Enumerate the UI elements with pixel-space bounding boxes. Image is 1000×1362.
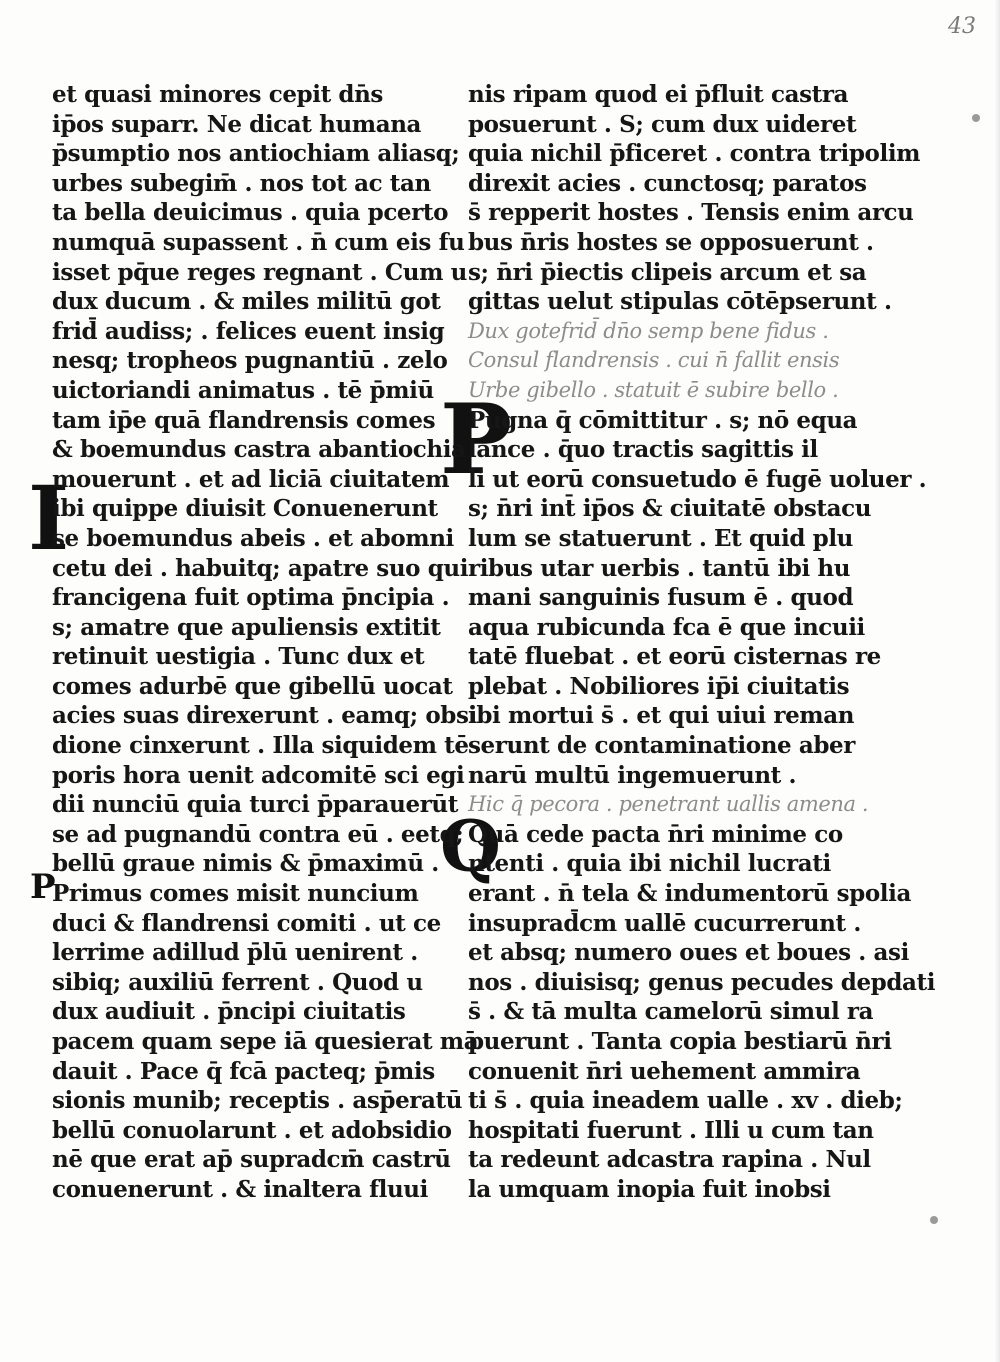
text-line: ibi mortui s̄ . et qui uiui reman (468, 702, 855, 730)
text-line: ip̄os suparr. Ne dicat humana (52, 110, 422, 138)
text-line: bus n̄ris hostes se opposuerunt . (468, 228, 874, 256)
text-line: frid̄ audiss; . felices euent insig (52, 317, 445, 345)
text-line: ta redeunt adcastra rapina . Nul (468, 1146, 871, 1174)
text-line: & boemundus castra abantiochia (52, 436, 466, 464)
text-line: ntenti . quia ibi nichil lucrati (468, 850, 831, 878)
text-line: se ad pugnandū contra eū . eetq; (52, 820, 464, 848)
text-line: lum se statuerunt . Et quid plu (468, 524, 853, 552)
text-line: mouerunt . et ad liciā ciuitatem (52, 465, 450, 493)
text-line: ribus utar uerbis . tantū ibi hu (468, 554, 851, 582)
text-line: gittas uelut stipulas cōtēpserunt . (468, 288, 892, 316)
text-line: dii nunciū quia turci p̄parauerūt (52, 791, 458, 819)
left-text-column (52, 80, 479, 1205)
text-line: comes adurbē que gibellū uocat (52, 672, 453, 700)
text-line: s; n̄ri p̄iectis clipeis arcum et sa (468, 258, 867, 286)
text-line: aqua rubicunda fca ē que incuii (468, 613, 865, 641)
right-text-column (468, 80, 936, 1205)
text-line: la umquam inopia fuit inobsi (468, 1175, 831, 1203)
text-line: Urbe gibello . statuit ē subire bello . (468, 377, 839, 402)
text-line: mani sanguinis fusum ē . quod (468, 584, 854, 612)
text-line: nis ripam quod ei p̄fluit castra (468, 81, 849, 108)
text-line: poris hora uenit adcomitē sci egi (52, 761, 465, 789)
text-line: li ut eorū consuetudo ē fugē uoluer . (468, 465, 927, 493)
text-line: lance . q̄uo tractis sagittis il (468, 436, 818, 464)
text-line: Hic q̄ pecora . penetrant uallis amena . (468, 792, 869, 817)
text-line: hospitati fuerunt . Illi u cum tan (468, 1116, 874, 1144)
text-line: Primus comes misit nuncium (52, 880, 419, 908)
page-edge (994, 0, 1000, 1362)
text-line: conuenerunt . & inaltera fluui (52, 1175, 428, 1203)
text-line: bellū graue nimis & p̄maximū . (52, 850, 439, 878)
decorated-initial-i: I (28, 466, 70, 570)
text-line: s̄ . & tā multa camelorū simul ra (468, 998, 874, 1026)
text-line: pacem quam sepe iā quesierat mā (52, 1028, 479, 1055)
text-line: se boemundus abeis . et abomni (52, 524, 454, 552)
text-line: ibi quippe diuisit Conuenerunt (52, 495, 438, 523)
text-line: urbes subegim̄ . nos tot ac tan (52, 169, 431, 197)
text-line: s̄ repperit hostes . Tensis enim arcu (468, 199, 914, 227)
text-line: conuenit n̄ri uehement ammira (468, 1057, 861, 1085)
text-line: s; amatre que apuliensis extitit (52, 613, 441, 641)
text-line: dux ducum . & miles militū got (52, 288, 441, 316)
text-line: s; n̄ri int̄ ip̄os & ciuitatē obstacu (468, 495, 872, 523)
text-line: tatē fluebat . et eorū cisternas re (468, 643, 881, 671)
text-line: uictoriandi animatus . tē p̄miū (52, 376, 434, 404)
text-line: sionis munib; receptis . asp̄eratū (52, 1087, 463, 1115)
text-line: quia nichil p̄ficeret . contra tripolim (468, 140, 921, 168)
text-line: puerunt . Tanta copia bestiarū n̄ri (468, 1028, 892, 1055)
text-line: plebat . Nobiliores ip̄i ciuitatis (468, 672, 850, 700)
text-line: Pugna q̄ cōmittitur . s; nō equa (468, 406, 858, 434)
text-line: dione cinxerunt . Illa siquidem tē (52, 732, 469, 760)
text-line: acies suas direxerunt . eamq; obsi (52, 702, 477, 730)
text-line: tam ip̄e quā flandrensis comes (52, 406, 436, 434)
decorated-initial-p-right: P (440, 383, 513, 496)
text-line: bellū conuolarunt . et adobsidio (52, 1116, 452, 1144)
text-line: dauit . Pace q̄ fcā pacteq; p̄mis (52, 1057, 435, 1085)
text-line: narū multū ingemuerunt . (468, 761, 797, 789)
text-line: numquā supassent . n̄ cum eis fu (52, 228, 465, 256)
text-line: sibiq; auxiliū ferrent . Quod u (52, 968, 423, 996)
text-line: Consul flandrensis . cui n̄ fallit ensis (468, 348, 840, 373)
text-line: nos . diuisisq; genus pecudes depdati (468, 968, 936, 996)
decorated-initial-p-left: P (30, 867, 56, 907)
margin-mark (972, 114, 980, 122)
margin-mark (930, 1216, 938, 1224)
text-line: direxit acies . cunctosq; paratos (468, 169, 867, 197)
text-line: duci & flandrensi comiti . ut ce (52, 909, 441, 937)
text-line: erant . n̄ tela & indumentorū spolia (468, 880, 911, 908)
text-line: posuerunt . S; cum dux uideret (468, 110, 857, 138)
text-line: lerrime adillud p̄lū uenirent . (52, 939, 418, 967)
text-line: Dux gotefrid̄ dn̄o semp bene fidus . (468, 318, 829, 343)
text-line: nē que erat ap̄ supradcm̄ castrū (52, 1146, 451, 1174)
text-line: et quasi minores cepit dn̄s (52, 81, 383, 108)
text-line: ti s̄ . quia ineadem ualle . xv . dieb; (468, 1087, 903, 1115)
text-line: dux audiuit . p̄ncipi ciuitatis (52, 998, 406, 1026)
text-line: p̄sumptio nos antiochiam aliasq; (52, 140, 460, 168)
folio-number: 43 (948, 14, 976, 39)
text-line: cetu dei . habuitq; apatre suo qui (52, 554, 469, 582)
text-line: Quā cede pacta n̄ri minime co (468, 820, 843, 848)
text-line: nesq; tropheos pugnantiū . zelo (52, 347, 448, 375)
text-line: ta bella deuicimus . quia pcerto (52, 199, 449, 227)
text-line: retinuit uestigia . Tunc dux et (52, 643, 425, 671)
decorated-initial-q: Q (440, 805, 501, 888)
text-line: insuprad̄cm uallē cucurrerunt . (468, 909, 861, 937)
text-line: et absq; numero oues et boues . asi (468, 939, 909, 967)
text-line: francigena fuit optima p̄ncipia . (52, 584, 450, 612)
text-line: serunt de contaminatione aber (468, 732, 855, 760)
text-line: isset pq̄ue reges regnant . Cum u (52, 258, 467, 286)
